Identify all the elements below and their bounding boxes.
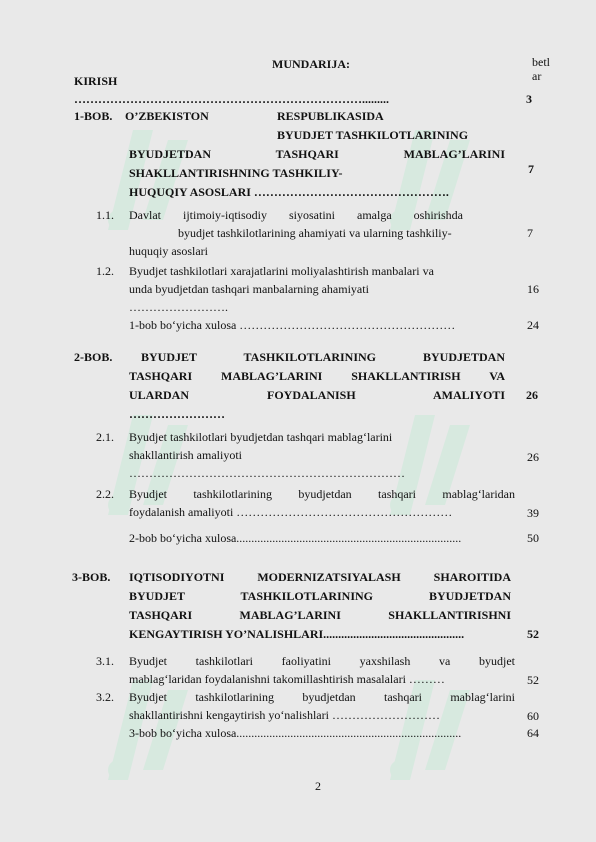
toc-ch3-line: KENGAYTIRISH YO’NALISHLARI............................................... xyxy=(129,627,465,641)
toc-ch1-page: 7 xyxy=(528,162,534,176)
toc-sec-page: 26 xyxy=(527,450,539,464)
toc-ch1-line: BYUDJETDAN TASHQARI MABLAG’LARINI xyxy=(129,147,505,161)
page-column-header: betl ar xyxy=(532,55,550,83)
toc-ch2-line: TASHQARI MABLAG’LARINI SHAKLLANTIRISH VA xyxy=(129,369,505,383)
toc-ch1-number: 1-BOB. xyxy=(74,109,113,123)
toc-ch3-number: 3-BOB. xyxy=(72,570,111,584)
toc-sec-line: Davlat ijtimoiy-iqtisodiy siyosatini amalga oshirishda xyxy=(129,208,463,222)
toc-intro-label: KIRISH xyxy=(74,74,118,88)
toc-ch3-line: IQTISODIYOTNI MODERNIZATSIYALASH SHAROITIDA xyxy=(129,570,511,584)
toc-ch2-line: …………………… xyxy=(129,407,225,421)
toc-sec-line: mablag‘laridan foydalanishni takomillashtirish masalalari ……… xyxy=(129,672,445,686)
toc-sec-page: 60 xyxy=(527,709,539,723)
toc-sec-number: 2.2. xyxy=(96,487,114,501)
toc-ch2-line: BYUDJET TASHKILOTLARINING BYUDJETDAN xyxy=(141,350,505,364)
toc-ch1-line: O’ZBEKISTON xyxy=(125,109,209,123)
toc-summary-page: 64 xyxy=(527,726,539,740)
toc-sec-line: shakllantirishni kengaytirish yo‘nalishlari ……………………… xyxy=(129,708,440,722)
toc-sec-number: 3.1. xyxy=(96,654,114,668)
toc-sec-number: 1.1. xyxy=(96,208,114,222)
toc-ch3-line: TASHQARI MABLAG’LARINI SHAKLLANTIRISHNI xyxy=(129,608,511,622)
toc-sec-line: ……………………. xyxy=(129,300,228,314)
toc-ch1-line: RESPUBLIKASIDA xyxy=(277,109,384,123)
toc-sec-number: 3.2. xyxy=(96,690,114,704)
toc-sec-line: Byudjet tashkilotlarining byudjetdan tashqari mablag‘laridan xyxy=(129,487,515,501)
toc-intro-dots: ………………………………………………………………......... xyxy=(74,92,389,106)
toc-ch1-line: SHAKLLANTIRISHNING TASHKILIY- xyxy=(129,166,343,180)
toc-summary-page: 50 xyxy=(527,531,539,545)
toc-sec-line: huquqiy asoslari xyxy=(129,244,208,258)
toc-sec-line: byudjet tashkilotlarining ahamiyati va ularning tashkiliy- xyxy=(178,226,452,240)
toc-ch1-line: HUQUQIY ASOSLARI …………………………………………. xyxy=(129,185,449,199)
toc-sec-page: 39 xyxy=(527,506,539,520)
page-title: MUNDARIJA: xyxy=(272,57,350,71)
toc-sec-line: …………………………………………………………… xyxy=(129,466,405,480)
toc-sec-page: 7 xyxy=(527,226,533,240)
toc-sec-number: 2.1. xyxy=(96,430,114,444)
toc-summary: 3-bob bo‘yicha xulosa........................................................................... xyxy=(129,726,462,740)
toc-sec-line: Byudjet tashkilotlari faoliyatini yaxshilash va byudjet xyxy=(129,654,515,668)
toc-sec-page: 52 xyxy=(527,673,539,687)
toc-ch1-line: BYUDJET TASHKILOTLARINING xyxy=(277,128,469,142)
toc-sec-line: shakllantirish amaliyoti xyxy=(129,448,242,462)
toc-sec-line: Byudjet tashkilotlari byudjetdan tashqari mablag‘larini xyxy=(129,430,393,444)
toc-summary: 2-bob bo‘yicha xulosa........................................................................... xyxy=(129,531,462,545)
toc-ch3-page: 52 xyxy=(527,627,539,641)
toc-intro-page: 3 xyxy=(526,92,532,106)
toc-sec-line: Byudjet tashkilotlari xarajatlarini moliyalashtirish manbalari va xyxy=(129,264,434,278)
toc-sec-line: unda byudjetdan tashqari manbalarning ahamiyati xyxy=(129,282,369,296)
toc-sec-line: foydalanish amaliyoti ……………………………………………… xyxy=(129,505,453,519)
toc-summary-page: 24 xyxy=(527,318,539,332)
toc-summary: 1-bob bo‘yicha xulosa ……………………………………………… xyxy=(129,318,456,332)
toc-sec-line: Byudjet tashkilotlarining byudjetdan tashqari mablag‘larini xyxy=(129,690,515,704)
toc-ch2-line: ULARDAN FOYDALANISH AMALIYOTI xyxy=(129,388,505,402)
toc-ch2-page: 26 xyxy=(526,388,538,402)
toc-ch2-number: 2-BOB. xyxy=(74,350,113,364)
toc-sec-number: 1.2. xyxy=(96,264,114,278)
toc-ch3-line: BYUDJET TASHKILOTLARINING BYUDJETDAN xyxy=(129,589,511,603)
page-number: 2 xyxy=(315,779,321,793)
toc-sec-page: 16 xyxy=(527,282,539,296)
